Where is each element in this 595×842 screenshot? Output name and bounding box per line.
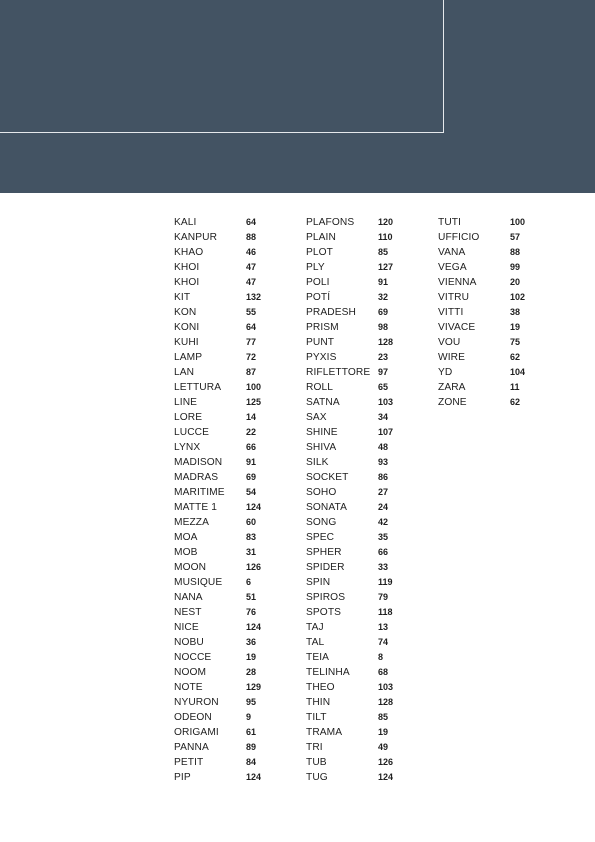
product-name: SPOTS — [306, 607, 342, 618]
index-entry — [174, 440, 284, 455]
product-name: LORE — [174, 412, 203, 423]
index-entry — [438, 305, 548, 320]
index-entry — [174, 605, 284, 620]
page-number: 100 — [510, 217, 526, 227]
index-entry — [438, 290, 548, 305]
product-name: PLAFONS — [306, 217, 355, 228]
index-entry — [174, 290, 284, 305]
product-name: NICE — [174, 622, 199, 633]
product-name: VITTI — [438, 307, 464, 318]
index-entry — [174, 230, 284, 245]
page-number: 64 — [246, 322, 257, 332]
page-number: 84 — [246, 757, 257, 767]
page-number: 125 — [246, 397, 262, 407]
product-name: LINE — [174, 397, 198, 408]
index-entry — [174, 335, 284, 350]
page-number: 86 — [378, 472, 389, 482]
index-entry — [174, 575, 284, 590]
page-number: 103 — [378, 682, 394, 692]
product-name: TUTI — [438, 217, 462, 228]
product-name: KHAO — [174, 247, 204, 258]
product-name: TRAMA — [306, 727, 343, 738]
product-name: LAMP — [174, 352, 203, 363]
index-entry — [174, 635, 284, 650]
page-number: 100 — [246, 382, 262, 392]
page-number: 20 — [510, 277, 521, 287]
page-number: 13 — [378, 622, 389, 632]
page-number: 24 — [378, 502, 389, 512]
page-number: 75 — [510, 337, 521, 347]
index-entry — [306, 620, 416, 635]
index-entry — [174, 470, 284, 485]
product-name: VEGA — [438, 262, 467, 273]
index-entry — [306, 320, 416, 335]
product-name: VITRU — [438, 292, 470, 303]
product-name: SPIROS — [306, 592, 346, 603]
product-name: SATNA — [306, 397, 340, 408]
index-entry — [174, 425, 284, 440]
page-number: 28 — [246, 667, 257, 677]
index-entry — [306, 755, 416, 770]
page-number: 79 — [378, 592, 389, 602]
header-frame — [0, 0, 444, 133]
index-entry — [174, 395, 284, 410]
index-entry — [438, 335, 548, 350]
index-entry — [174, 305, 284, 320]
page-number: 33 — [378, 562, 389, 572]
page-number: 89 — [246, 742, 257, 752]
product-name: TEIA — [306, 652, 330, 663]
index-entry — [174, 380, 284, 395]
product-name: SHIVA — [306, 442, 337, 453]
index-entry — [306, 545, 416, 560]
page-number: 128 — [378, 337, 394, 347]
index-column-3 — [438, 215, 548, 410]
page-number: 76 — [246, 607, 257, 617]
product-name: PLY — [306, 262, 325, 273]
index-entry — [438, 245, 548, 260]
page-number: 51 — [246, 592, 257, 602]
product-name: KALI — [174, 217, 197, 228]
page-number: 46 — [246, 247, 257, 257]
index-entry — [438, 395, 548, 410]
product-name: LUCCE — [174, 427, 210, 438]
product-name: VIVACE — [438, 322, 476, 333]
product-name: SPIDER — [306, 562, 345, 573]
index-entry — [174, 770, 284, 785]
page-number: 110 — [378, 232, 393, 242]
page-number: 102 — [510, 292, 526, 302]
page-number: 98 — [378, 322, 389, 332]
page-number: 124 — [246, 622, 262, 632]
page-number: 93 — [378, 457, 389, 467]
product-name: THEO — [306, 682, 335, 693]
page-number: 54 — [246, 487, 257, 497]
index-entry — [306, 290, 416, 305]
page-number: 128 — [378, 697, 394, 707]
page-number: 97 — [378, 367, 389, 377]
index-entry — [438, 215, 548, 230]
page-number: 126 — [378, 757, 394, 767]
page-number: 91 — [378, 277, 389, 287]
index-entry — [438, 380, 548, 395]
product-name: MATTE 1 — [174, 502, 217, 513]
product-name: RIFLETTORE — [306, 367, 371, 378]
page-number: 62 — [510, 352, 521, 362]
product-name: PANNA — [174, 742, 209, 753]
product-name: VIENNA — [438, 277, 477, 288]
product-name: MOA — [174, 532, 198, 543]
page-number: 66 — [246, 442, 257, 452]
index-entry — [174, 485, 284, 500]
product-name: ZARA — [438, 382, 466, 393]
index-entry — [306, 440, 416, 455]
page-number: 126 — [246, 562, 262, 572]
page-number: 124 — [378, 772, 394, 782]
product-name: MADRAS — [174, 472, 219, 483]
index-entry — [174, 680, 284, 695]
product-name: SILK — [306, 457, 329, 468]
page-number: 31 — [246, 547, 257, 557]
product-name: KUHI — [174, 337, 199, 348]
index-entry — [306, 770, 416, 785]
product-name: WIRE — [438, 352, 465, 363]
index-entry — [306, 410, 416, 425]
product-name: TAL — [306, 637, 325, 648]
index-entry — [174, 590, 284, 605]
page-number: 19 — [246, 652, 257, 662]
index-entry — [306, 695, 416, 710]
page-number: 47 — [246, 277, 257, 287]
page-number: 68 — [378, 667, 389, 677]
page-number: 95 — [246, 697, 257, 707]
page-number: 127 — [378, 262, 394, 272]
index-entry — [438, 275, 548, 290]
page-number: 14 — [246, 412, 257, 422]
index-entry — [174, 710, 284, 725]
index-entry — [306, 425, 416, 440]
product-name: ZONE — [438, 397, 467, 408]
page-number: 19 — [378, 727, 389, 737]
page-number: 57 — [510, 232, 521, 242]
product-name: MARITIME — [174, 487, 225, 498]
index-entry — [306, 560, 416, 575]
index-entry — [306, 740, 416, 755]
product-name: TRI — [306, 742, 323, 753]
index-entry — [306, 230, 416, 245]
product-name: NEST — [174, 607, 202, 618]
index-entry — [306, 710, 416, 725]
index-entry — [174, 560, 284, 575]
product-name: MOB — [174, 547, 198, 558]
page-number: 9 — [246, 712, 252, 722]
index-entry — [174, 725, 284, 740]
index-entry — [174, 500, 284, 515]
product-name: PUNT — [306, 337, 335, 348]
product-name: SONATA — [306, 502, 347, 513]
index-entry — [306, 500, 416, 515]
index-entry — [306, 380, 416, 395]
product-name: MEZZA — [174, 517, 210, 528]
product-name: SPEC — [306, 532, 335, 543]
product-name: TAJ — [306, 622, 324, 633]
page-number: 61 — [246, 727, 257, 737]
page-number: 87 — [246, 367, 257, 377]
product-name: NOCCE — [174, 652, 212, 663]
product-name: TILT — [306, 712, 327, 723]
index-entry — [174, 515, 284, 530]
product-name: KANPUR — [174, 232, 218, 243]
product-name: NOBU — [174, 637, 204, 648]
index-entry — [306, 650, 416, 665]
page-number: 65 — [378, 382, 389, 392]
index-entry — [306, 470, 416, 485]
index-entry — [306, 245, 416, 260]
index-entry — [438, 230, 548, 245]
product-name: NOTE — [174, 682, 203, 693]
index-entry — [438, 320, 548, 335]
page-number: 119 — [378, 577, 393, 587]
index-entry — [306, 350, 416, 365]
index-entry — [438, 365, 548, 380]
product-name: YD — [438, 367, 453, 378]
product-name: UFFICIO — [438, 232, 480, 243]
page-number: 64 — [246, 217, 257, 227]
page-number: 69 — [246, 472, 257, 482]
product-name: POTÍ — [306, 292, 331, 303]
page-number: 104 — [510, 367, 526, 377]
index-entry — [306, 275, 416, 290]
product-name: SOCKET — [306, 472, 349, 483]
page-number: 74 — [378, 637, 389, 647]
index-entry — [174, 455, 284, 470]
index-entry — [174, 620, 284, 635]
index-entry — [306, 215, 416, 230]
index-entry — [438, 260, 548, 275]
index-entry — [306, 725, 416, 740]
index-entry — [306, 575, 416, 590]
page-number: 132 — [246, 292, 262, 302]
page-number: 32 — [378, 292, 389, 302]
index-entry — [174, 260, 284, 275]
product-name: SHINE — [306, 427, 338, 438]
page-number: 6 — [246, 577, 252, 587]
page-number: 107 — [378, 427, 394, 437]
index-entry — [174, 755, 284, 770]
index-column-1 — [174, 215, 284, 785]
page-number: 35 — [378, 532, 389, 542]
product-name: VANA — [438, 247, 466, 258]
page-number: 22 — [246, 427, 257, 437]
index-entry — [306, 635, 416, 650]
page-number: 36 — [246, 637, 257, 647]
product-name: NANA — [174, 592, 203, 603]
index-entry — [174, 650, 284, 665]
product-name: VOU — [438, 337, 461, 348]
index-entry — [174, 695, 284, 710]
product-name: THIN — [306, 697, 331, 708]
product-name: NOOM — [174, 667, 207, 678]
index-entry — [306, 680, 416, 695]
product-name: MADISON — [174, 457, 223, 468]
page-number: 83 — [246, 532, 257, 542]
product-name: KIT — [174, 292, 191, 303]
index-entry — [174, 275, 284, 290]
product-name: ROLL — [306, 382, 334, 393]
page-number: 66 — [378, 547, 389, 557]
index-entry — [306, 605, 416, 620]
product-name: TUG — [306, 772, 328, 783]
index-entry — [174, 245, 284, 260]
index-entry — [174, 320, 284, 335]
product-name: KHOI — [174, 277, 200, 288]
product-name: ORIGAMI — [174, 727, 219, 738]
page-number: 85 — [378, 247, 389, 257]
product-name: SOHO — [306, 487, 337, 498]
product-name: PRADESH — [306, 307, 356, 318]
index-entry — [174, 665, 284, 680]
index-entry — [306, 305, 416, 320]
index-entry — [306, 590, 416, 605]
index-entry — [306, 665, 416, 680]
index-entry — [306, 365, 416, 380]
page-number: 48 — [378, 442, 389, 452]
product-name: PYXIS — [306, 352, 337, 363]
header-band — [0, 0, 595, 193]
page-number: 88 — [246, 232, 257, 242]
index-entry — [174, 410, 284, 425]
page-number: 88 — [510, 247, 521, 257]
product-name: KHOI — [174, 262, 200, 273]
page-number: 55 — [246, 307, 257, 317]
page-number: 38 — [510, 307, 521, 317]
product-name: LETTURA — [174, 382, 222, 393]
page-number: 129 — [246, 682, 262, 692]
product-name: TELINHA — [306, 667, 350, 678]
index-entry — [306, 515, 416, 530]
page-number: 91 — [246, 457, 257, 467]
page-number: 27 — [378, 487, 389, 497]
page-number: 69 — [378, 307, 389, 317]
index-entry — [174, 215, 284, 230]
product-name: ODEON — [174, 712, 212, 723]
index-entry — [174, 530, 284, 545]
page-number: 124 — [246, 502, 262, 512]
index-entry — [174, 350, 284, 365]
product-name: SONG — [306, 517, 337, 528]
product-name: SAX — [306, 412, 327, 423]
product-name: LAN — [174, 367, 195, 378]
product-name: PIP — [174, 772, 191, 783]
index-entry — [306, 395, 416, 410]
page-number: 85 — [378, 712, 389, 722]
product-name: MOON — [174, 562, 207, 573]
page-number: 49 — [378, 742, 389, 752]
product-name: PLAIN — [306, 232, 336, 243]
index-entry — [306, 485, 416, 500]
product-name: PLOT — [306, 247, 334, 258]
index-entry — [174, 365, 284, 380]
page-number: 62 — [510, 397, 521, 407]
product-name: NYURON — [174, 697, 219, 708]
index-column-2 — [306, 215, 416, 785]
page-number: 99 — [510, 262, 521, 272]
page-number: 34 — [378, 412, 389, 422]
index-entry — [306, 455, 416, 470]
page-number: 47 — [246, 262, 257, 272]
page-number: 72 — [246, 352, 257, 362]
product-name: LYNX — [174, 442, 201, 453]
product-name: KONI — [174, 322, 200, 333]
product-name: TUB — [306, 757, 327, 768]
page-number: 8 — [378, 652, 384, 662]
page-number: 120 — [378, 217, 394, 227]
product-name: POLI — [306, 277, 330, 288]
product-name: PRISM — [306, 322, 339, 333]
product-name: SPIN — [306, 577, 331, 588]
page-number: 19 — [510, 322, 521, 332]
page-number: 11 — [510, 382, 520, 392]
page-number: 42 — [378, 517, 389, 527]
product-name: PETIT — [174, 757, 204, 768]
index-entry — [306, 335, 416, 350]
page-number: 23 — [378, 352, 389, 362]
page-number: 124 — [246, 772, 262, 782]
index-entry — [174, 545, 284, 560]
index-entry — [438, 350, 548, 365]
index-entry — [174, 740, 284, 755]
product-name: SPHER — [306, 547, 342, 558]
product-name: KON — [174, 307, 197, 318]
page-number: 118 — [378, 607, 393, 617]
index-entry — [306, 530, 416, 545]
page-number: 60 — [246, 517, 257, 527]
product-name: MUSIQUE — [174, 577, 223, 588]
index-entry — [306, 260, 416, 275]
page-number: 77 — [246, 337, 257, 347]
page-number: 103 — [378, 397, 394, 407]
